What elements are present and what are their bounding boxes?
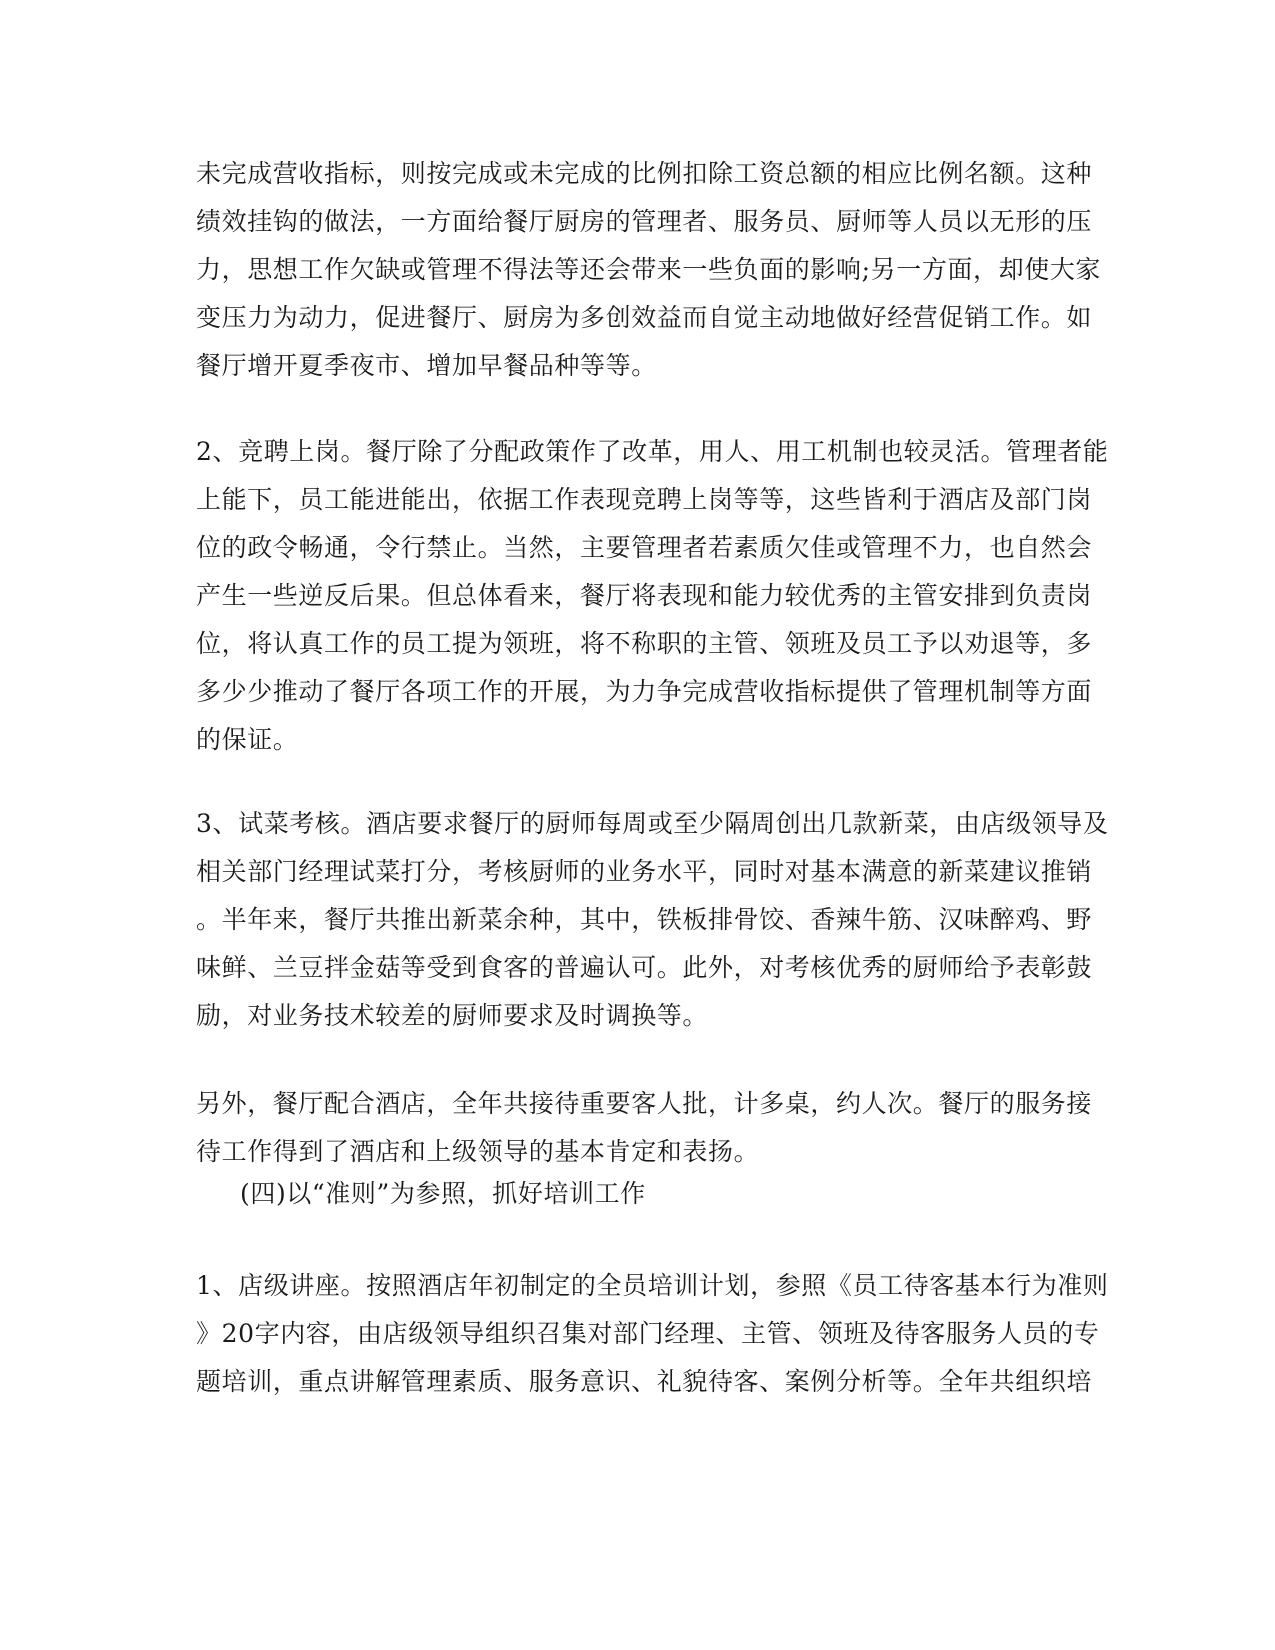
text-line: 1、店级讲座。按照酒店年初制定的全员培训计划，参照《员工待客基本行为准则 <box>196 1271 1109 1300</box>
text-line: 位，将认真工作的员工提为领班，将不称职的主管、领班及员工予以劝退等，多 <box>196 629 1093 658</box>
text-line: 3、试菜考核。酒店要求餐厅的厨师每周或至少隔周创出几款新菜，由店级领导及 <box>196 809 1109 838</box>
section-heading: (四)以“准则”为参照，抓好培训工作 <box>240 1179 646 1208</box>
text-line: 》20字内容，由店级领导组织召集对部门经理、主管、领班及待客服务人员的专 <box>196 1319 1100 1348</box>
text-line: 力，思想工作欠缺或管理不得法等还会带来一些负面的影响;另一方面，却使大家 <box>196 255 1102 284</box>
paragraph-reception <box>196 1080 1093 1176</box>
text-line: 未完成营收指标，则按完成或未完成的比例扣除工资总额的相应比例名额。这种 <box>196 159 1093 188</box>
text-line: 产生一些逆反后果。但总体看来，餐厅将表现和能力较优秀的主管安排到负责岗 <box>196 581 1093 610</box>
text-line: 2、竞聘上岗。餐厅除了分配政策作了改革，用人、用工机制也较灵活。管理者能 <box>196 437 1109 466</box>
text-line: 待工作得到了酒店和上级领导的基本肯定和表扬。 <box>196 1137 760 1166</box>
text-line: 励，对业务技术较差的厨师要求及时调换等。 <box>196 1001 709 1030</box>
text-line: 位的政令畅通，令行禁止。当然，主要管理者若素质欠佳或管理不力，也自然会 <box>196 533 1093 562</box>
text-line: 多少少推动了餐厅各项工作的开展，为力争完成营收指标提供了管理机制等方面 <box>196 677 1093 706</box>
text-line: 的保证。 <box>196 725 299 754</box>
text-line: 餐厅增开夏季夜市、增加早餐品种等等。 <box>196 351 657 380</box>
text-line: 味鲜、兰豆拌金菇等受到食客的普遍认可。此外，对考核优秀的厨师给予表彰鼓 <box>196 953 1093 982</box>
text-line: 相关部门经理试菜打分，考核厨师的业务水平，同时对基本满意的新菜建议推销 <box>196 857 1093 886</box>
text-line: 上能下，员工能进能出，依据工作表现竞聘上岗等等，这些皆利于酒店及部门岗 <box>196 485 1093 514</box>
paragraph-competitive-posts <box>196 428 1109 764</box>
text-line: 。半年来，餐厅共推出新菜余种，其中，铁板排骨饺、香辣牛筋、汉味醉鸡、野 <box>196 905 1093 934</box>
text-line: 变压力为动力，促进餐厅、厨房为多创效益而自觉主动地做好经营促销工作。如 <box>196 303 1093 332</box>
paragraph-dish-tasting <box>196 800 1109 1040</box>
paragraph-store-lectures <box>196 1262 1109 1406</box>
text-line: 另外，餐厅配合酒店，全年共接待重要客人批，计多桌，约人次。餐厅的服务接 <box>196 1089 1093 1118</box>
text-line: 绩效挂钩的做法，一方面给餐厅厨房的管理者、服务员、厨师等人员以无形的压 <box>196 207 1093 236</box>
text-line: 题培训，重点讲解管理素质、服务意识、礼貌待客、案例分析等。全年共组织培 <box>196 1367 1093 1396</box>
paragraph-performance-linkage <box>196 150 1102 390</box>
